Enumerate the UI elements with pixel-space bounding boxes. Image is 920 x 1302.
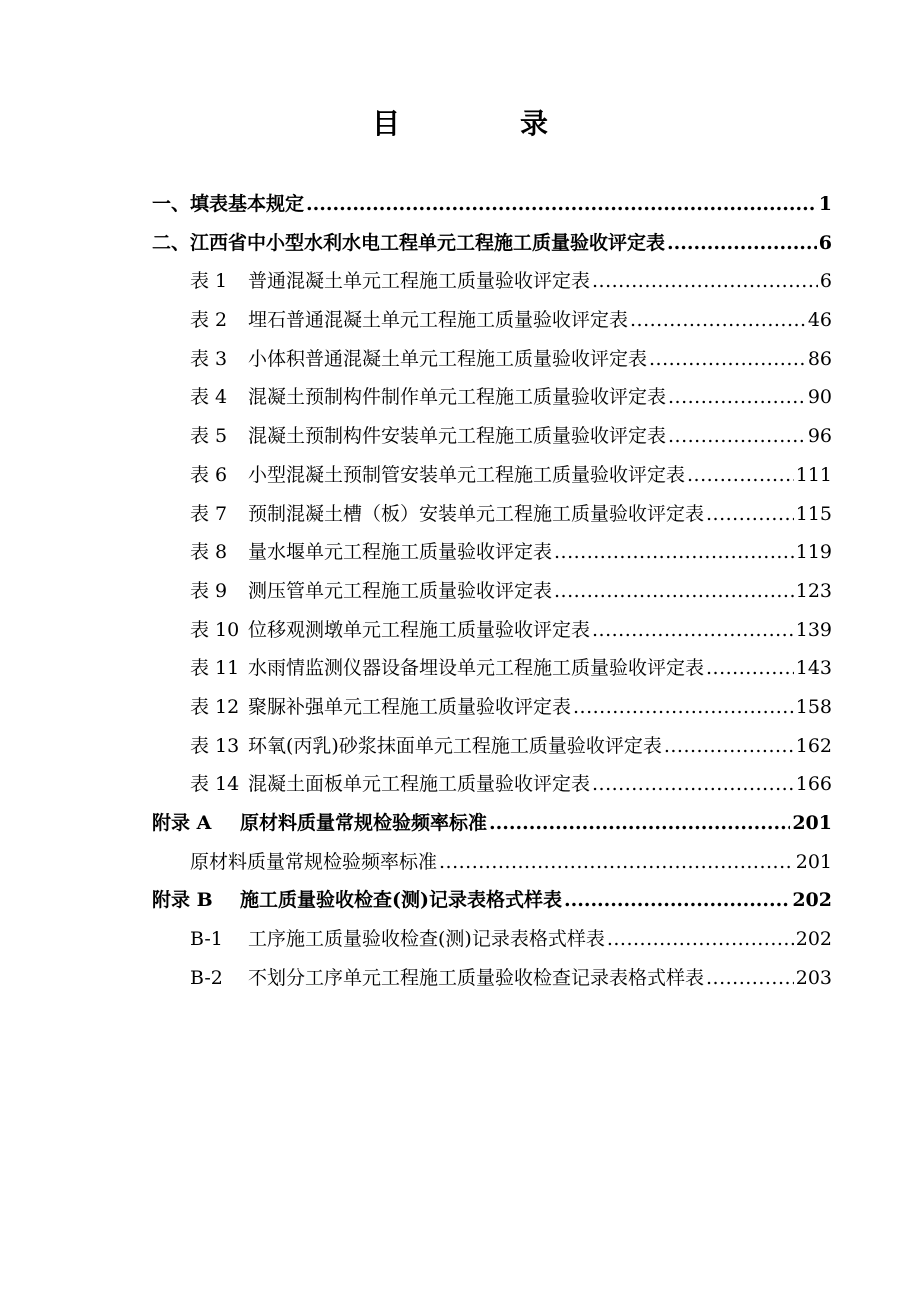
toc-entry-number: 表 12 [190,695,240,718]
toc-entry-label: 二、江西省中小型水利水电工程单元工程施工质量验收评定表 [152,231,666,254]
toc-entry[interactable] [152,727,832,766]
toc-entry-page-number: 201 [792,812,832,834]
toc-dot-leader [564,881,790,920]
toc-dot-leader [630,301,806,340]
toc-title: 目 录 [371,107,594,140]
toc-entry-number: 表 5 [190,425,228,448]
toc-dot-leader [592,262,818,301]
toc-entry-label: 混凝土预制构件安装单元工程施工质量验收评定表 [248,425,667,448]
toc-entry[interactable] [152,301,832,340]
toc-entry-number: 附录 B [152,889,213,912]
toc-dot-leader [554,572,794,611]
toc-dot-leader [667,224,817,263]
toc-dot-leader [573,688,794,727]
toc-entry[interactable] [152,765,832,804]
toc-entry[interactable] [152,340,832,379]
toc-entry[interactable] [152,959,832,998]
toc-entry-page-number: 166 [795,773,832,796]
toc-entry-page-number: 162 [795,734,832,757]
toc-entry-page-number: 203 [795,966,832,989]
toc-entry-number: 表 14 [190,773,240,796]
toc-entry[interactable] [152,572,832,611]
toc-entry-label: 一、填表基本规定 [152,193,305,215]
toc-entry[interactable] [152,688,832,727]
toc-entry-number: B-2 [190,966,223,989]
toc-entry[interactable] [152,804,832,843]
toc-entry-page-number: 6 [819,270,832,293]
toc-entry-page-number: 46 [807,309,832,332]
toc-entry-label: 聚脲补强单元工程施工质量验收评定表 [248,695,572,718]
toc-entry-label: 施工质量验收检查(测)记录表格式样表 [240,889,562,912]
toc-entry-number: 表 6 [190,463,228,486]
toc-dot-leader [489,804,790,843]
toc-entry-page-number: 158 [795,695,832,718]
toc-entry-page-number: 143 [795,657,832,680]
toc-entry-number: 表 8 [190,541,228,564]
toc-dot-leader [439,843,794,882]
toc-entry-number: 表 9 [190,579,228,602]
table-of-contents [152,185,832,997]
toc-dot-leader [706,959,794,998]
toc-entry-label: 工序施工质量验收检查(测)记录表格式样表 [248,928,605,951]
toc-dot-leader [592,765,794,804]
toc-dot-leader [668,378,806,417]
toc-entry-number: 表 10 [190,618,240,641]
toc-entry-number: 附录 A [152,812,212,834]
toc-entry-number: 表 11 [190,657,240,680]
toc-entry-page-number: 119 [795,541,832,564]
toc-dot-leader [664,727,794,766]
toc-entry-page-number: 90 [807,386,832,409]
toc-entry[interactable] [152,262,832,301]
toc-entry-label: 不划分工序单元工程施工质量验收检查记录表格式样表 [248,966,705,989]
toc-entry-label: 小型混凝土预制管安装单元工程施工质量验收评定表 [248,463,686,486]
toc-entry-label: 小体积普通混凝土单元工程施工质量验收评定表 [248,347,648,370]
toc-entry-label: 环氧(丙乳)砂浆抹面单元工程施工质量验收评定表 [248,734,662,757]
toc-entry-number: 表 4 [190,386,228,409]
toc-entry-page-number: 201 [795,850,832,873]
toc-entry-number: B-1 [190,928,223,951]
toc-entry[interactable] [152,920,832,959]
toc-entry[interactable] [152,456,832,495]
toc-entry[interactable] [152,378,832,417]
toc-entry-page-number: 202 [795,928,832,951]
toc-entry-label: 埋石普通混凝土单元工程施工质量验收评定表 [248,309,629,332]
toc-entry-number: 表 7 [190,502,228,525]
toc-entry-number: 表 1 [190,270,228,293]
toc-entry-label: 普通混凝土单元工程施工质量验收评定表 [248,270,591,293]
toc-entry-label: 水雨情监测仪器设备埋设单元工程施工质量验收评定表 [248,657,705,680]
toc-entry-number: 表 3 [190,347,228,370]
toc-entry-page-number: 111 [795,463,832,486]
toc-entry-number: 表 2 [190,309,228,332]
toc-entry[interactable] [152,224,832,263]
toc-entry-label: 量水堰单元工程施工质量验收评定表 [248,541,553,564]
toc-entry[interactable] [152,417,832,456]
toc-entry[interactable] [152,843,832,882]
toc-entry-page-number: 202 [792,889,832,912]
toc-entry-page-number: 86 [807,347,832,370]
toc-entry-label: 测压管单元工程施工质量验收评定表 [248,579,553,602]
toc-entry[interactable] [152,649,832,688]
toc-entry-label: 原材料质量常规检验频率标准 [240,812,488,834]
toc-dot-leader [649,340,806,379]
toc-dot-leader [668,417,806,456]
toc-entry[interactable] [152,533,832,572]
toc-entry-page-number: 96 [807,425,832,448]
toc-entry-page-number: 1 [818,193,832,215]
toc-entry-page-number: 123 [795,579,832,602]
toc-dot-leader [306,185,817,224]
toc-dot-leader [554,533,794,572]
toc-dot-leader [607,920,794,959]
toc-entry[interactable] [152,881,832,920]
toc-entry[interactable] [152,495,832,534]
toc-entry-label: 预制混凝土槽（板）安装单元工程施工质量验收评定表 [248,502,705,525]
toc-dot-leader [706,495,794,534]
toc-dot-leader [592,611,794,650]
toc-entry-label: 位移观测墩单元工程施工质量验收评定表 [248,618,591,641]
toc-entry-page-number: 115 [795,502,832,525]
toc-entry[interactable] [152,185,832,224]
toc-dot-leader [687,456,794,495]
toc-entry-label: 混凝土面板单元工程施工质量验收评定表 [248,773,591,796]
toc-entry[interactable] [152,611,832,650]
toc-entry-page-number: 6 [818,231,832,254]
toc-dot-leader [706,649,794,688]
toc-entry-label: 原材料质量常规检验频率标准 [190,850,438,873]
toc-entry-number: 表 13 [190,734,240,757]
toc-entry-label: 混凝土预制构件制作单元工程施工质量验收评定表 [248,386,667,409]
toc-entry-page-number: 139 [795,618,832,641]
